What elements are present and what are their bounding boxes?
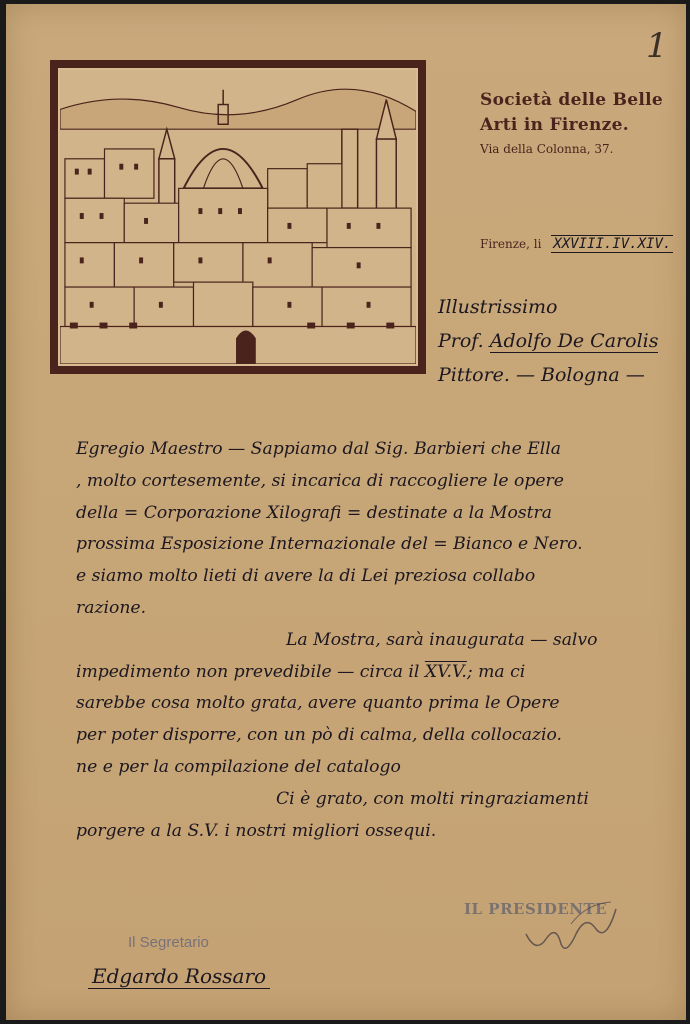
society-name-line2: Arti in Firenze. bbox=[480, 115, 629, 135]
date-prefix: Firenze, li bbox=[480, 237, 542, 251]
letter-body bbox=[76, 434, 688, 847]
body-closing: porgere a la S.V. i nostri migliori ossequi. bbox=[76, 820, 437, 841]
body-line: La Mostra, sarà inaugurata — salvo bbox=[286, 629, 598, 650]
president-signature bbox=[516, 894, 626, 964]
body-fragment: impedimento non prevedibile — circa il bbox=[76, 661, 420, 682]
letterhead bbox=[480, 88, 663, 156]
date-value: XXVIII.IV.XIV. bbox=[553, 236, 672, 252]
recipient-salutation: Illustrissimo bbox=[438, 296, 558, 318]
body-line: prossima Esposizione Internazionale del = Bianco e Nero. bbox=[76, 534, 583, 555]
letter-sheet bbox=[6, 4, 686, 1020]
recipient-profession-city: Pittore. — Bologna — bbox=[438, 364, 645, 386]
woodcut-cityscape bbox=[60, 70, 416, 364]
body-line: e siamo molto lieti di avere la di Lei preziosa collabo bbox=[76, 566, 536, 587]
society-name-line1: Società delle Belle bbox=[480, 90, 663, 110]
date-line bbox=[480, 236, 673, 252]
florence-woodcut-illustration bbox=[50, 60, 426, 374]
secretary-signature: Edgardo Rossaro bbox=[88, 964, 270, 989]
body-line: della = Corporazione Xilografi = destinate a la Mostra bbox=[76, 502, 553, 523]
body-line bbox=[76, 657, 688, 689]
body-line: Egregio Maestro — Sappiamo dal Sig. Barbieri che Ella bbox=[76, 439, 562, 459]
society-address: Via della Colonna, 37. bbox=[480, 142, 614, 156]
body-closing: Ci è grato, con molti ringraziamenti bbox=[276, 788, 589, 809]
body-line: sarebbe cosa molto grata, avere quanto prima le Opere bbox=[76, 693, 560, 714]
secretary-stamp: Il Segretario bbox=[128, 934, 209, 951]
recipient-prefix: Prof. bbox=[438, 330, 484, 352]
body-line: per poter disporre, con un pò di calma, della collocazio. bbox=[76, 725, 563, 746]
recipient-name: Adolfo De Carolis bbox=[489, 330, 659, 352]
president-stamp: IL PRESIDENTE bbox=[464, 900, 608, 918]
page-number: 1 bbox=[646, 26, 668, 66]
body-line: razione. bbox=[76, 597, 147, 618]
body-line: ne e per la compilazione del catalogo bbox=[76, 756, 401, 777]
recipient-block bbox=[438, 290, 658, 392]
body-line: , molto cortesemente, si incarica di raccogliere le opere bbox=[76, 470, 564, 491]
body-fragment: ; ma ci bbox=[466, 661, 526, 682]
inauguration-date: XV.V. bbox=[424, 661, 467, 682]
